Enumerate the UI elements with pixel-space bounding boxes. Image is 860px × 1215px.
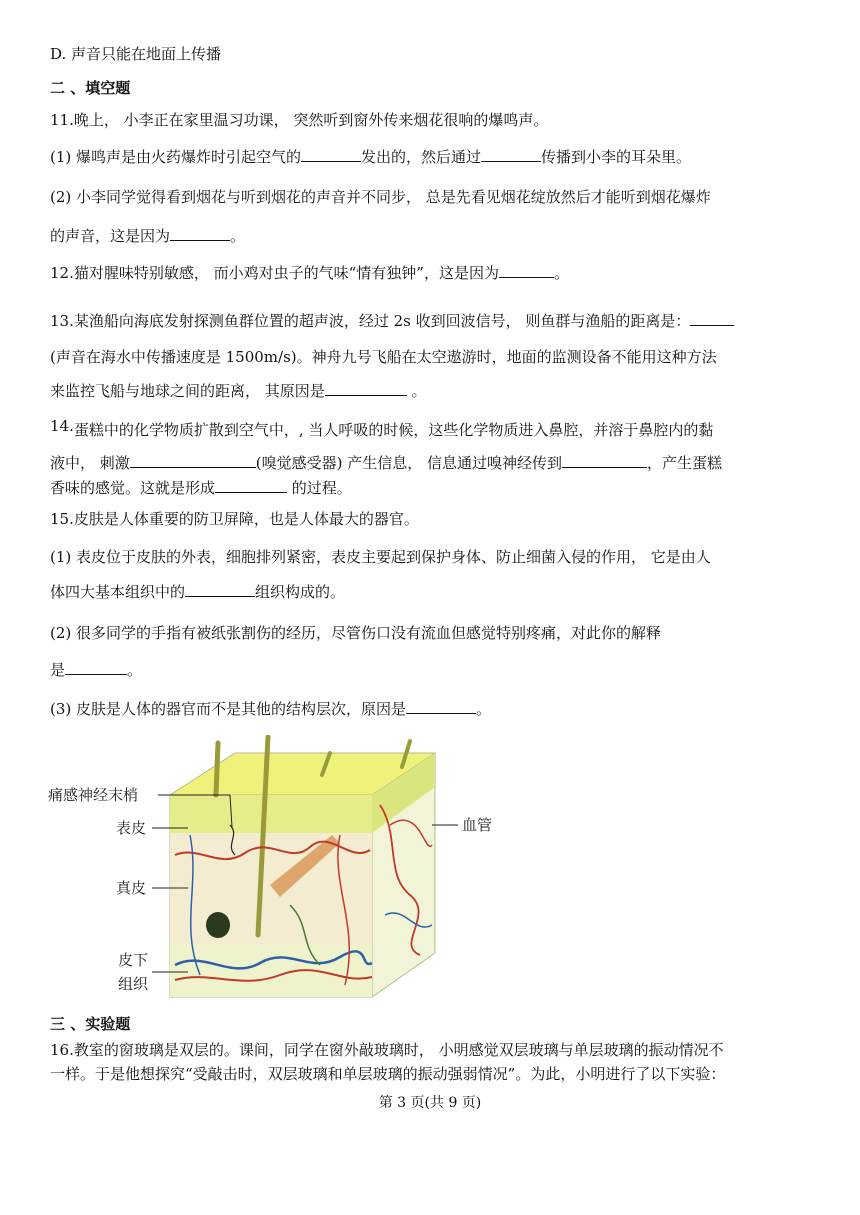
answer-blank[interactable] — [325, 381, 407, 396]
label-epidermis: 表皮 — [116, 819, 147, 837]
text: ，产生蛋糕 — [647, 454, 723, 472]
text: 香味的感觉。这就是形成 — [50, 479, 216, 497]
text: 。 — [553, 264, 569, 282]
text: 是 — [50, 661, 66, 679]
question-16-line2: 一样。于是他想探究“受敲击时，双层玻璃和单层玻璃的振动强弱情况”。为此，小明进行了以下实验： — [50, 1065, 726, 1083]
question-13-line1 — [50, 311, 734, 331]
hair — [216, 743, 218, 795]
text: 。 — [127, 661, 143, 679]
question-number: 14. — [50, 417, 74, 435]
answer-blank[interactable] — [481, 147, 541, 162]
epidermis-layer — [170, 795, 372, 833]
text: 的过程。 — [287, 479, 352, 497]
text: 体四大基本组织中的 — [50, 583, 186, 601]
question-11-2-line1: (2) 小李同学觉得看到烟花与听到烟花的声音并不同步， 总是先看见烟花绽放然后才能听到烟花爆炸 — [50, 188, 711, 206]
text: (嗅觉感受器) 产生信息， 信息通过嗅神经传到 — [255, 454, 563, 472]
answer-blank[interactable] — [690, 311, 734, 326]
answer-blank[interactable] — [170, 226, 230, 241]
question-13-line2: (声音在海水中传播速度是 1500m/s)。神舟九号飞船在太空遨游时，地面的监测设备不能用这种方法 — [50, 348, 717, 366]
question-14-line3 — [50, 478, 352, 498]
answer-blank[interactable] — [499, 263, 554, 278]
answer-blank[interactable] — [130, 453, 256, 468]
subcutaneous-layer — [170, 945, 372, 997]
label-dermis: 真皮 — [116, 879, 147, 897]
question-16-line1: 16.教室的窗玻璃是双层的。课间，同学在窗外敲玻璃时， 小明感觉双层玻璃与单层玻璃的振动情况不 — [50, 1041, 724, 1059]
text: 。 — [476, 700, 492, 718]
label-pain-nerve-ending: 痛感神经末梢 — [48, 786, 139, 804]
answer-blank[interactable] — [65, 660, 127, 675]
question-15-3 — [50, 699, 491, 719]
text: 来监控飞船与地球之间的距离， 其原因是 — [50, 382, 325, 400]
text: 传播到小李的耳朵里。 — [541, 148, 692, 166]
question-15: 15.皮肤是人体重要的防卫屏障，也是人体最大的器官。 — [50, 510, 419, 528]
text: 。 — [406, 382, 427, 400]
question-15-2-line2 — [50, 660, 142, 680]
answer-blank[interactable] — [406, 699, 476, 714]
text: 12.猫对腥味特别敏感， 而小鸡对虫子的气味“情有独钟”，这是因为 — [50, 264, 499, 282]
answer-blank[interactable] — [562, 453, 647, 468]
option-d: D. 声音只能在地面上传播 — [50, 45, 222, 63]
text: 的声音，这是因为 — [50, 227, 171, 245]
question-14-line1 — [50, 416, 713, 440]
question-15-1-line1: (1) 表皮位于皮肤的外表，细胞排列紧密，表皮主要起到保护身体、防止细菌入侵的作用， 它是由人 — [50, 548, 711, 566]
question-11-2-line2 — [50, 226, 245, 246]
text: 液中， 刺激 — [50, 454, 130, 472]
label-subcutaneous-2: 组织 — [118, 975, 149, 993]
text: 组织构成的。 — [255, 583, 346, 601]
section-heading-experiment: 三 、实验题 — [50, 1015, 131, 1033]
question-13-line3 — [50, 381, 427, 401]
question-12 — [50, 263, 569, 283]
answer-blank[interactable] — [301, 147, 361, 162]
sweat-gland — [206, 912, 230, 938]
question-11-1 — [50, 147, 691, 167]
text: 。 — [230, 227, 246, 245]
label-subcutaneous-1: 皮下 — [118, 951, 149, 969]
question-15-2-line1: (2) 很多同学的手指有被纸张割伤的经历，尽管伤口没有流血但感觉特别疼痛，对此你的解释 — [50, 624, 662, 642]
question-11: 11.晚上， 小李正在家里温习功课， 突然听到窗外传来烟花很响的爆鸣声。 — [50, 111, 549, 129]
question-15-1-line2 — [50, 582, 345, 602]
text: 蛋糕中的化学物质扩散到空气中，, 当人呼吸的时候，这些化学物质进入鼻腔，并溶于鼻腔内的黏 — [73, 421, 714, 439]
skin-diagram — [40, 735, 510, 1000]
section-heading-fill-in: 二 、填空题 — [50, 79, 131, 97]
answer-blank[interactable] — [185, 582, 255, 597]
text: (3) 皮肤是人体的器官而不是其他的结构层次，原因是 — [50, 700, 407, 718]
text: 发出的，然后通过 — [361, 148, 482, 166]
text: (1) 爆鸣声是由火药爆炸时引起空气的 — [50, 148, 302, 166]
text: 13.某渔船向海底发射探测鱼群位置的超声波，经过 2s 收到回波信号， 则鱼群与渔船的距离是： — [50, 312, 691, 330]
question-14-line2 — [50, 453, 722, 473]
skin-diagram-svg — [40, 735, 510, 1000]
label-blood-vessel: 血管 — [462, 816, 493, 834]
page-footer: 第 3 页(共 9 页) — [378, 1095, 482, 1111]
answer-blank[interactable] — [215, 478, 287, 493]
